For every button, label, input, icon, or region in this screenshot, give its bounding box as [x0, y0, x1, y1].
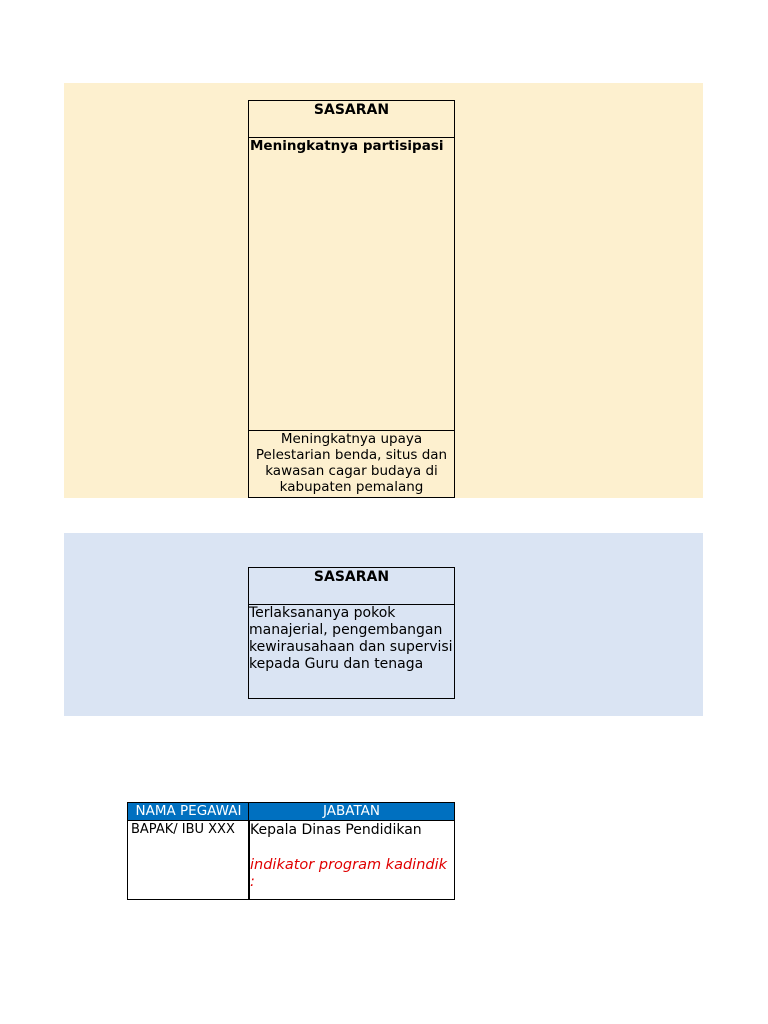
table-cell-position [248, 820, 455, 900]
section-two-body [248, 604, 455, 716]
section-one-body-text: Meningkatnya partisipasi [250, 138, 444, 154]
section-one-body [248, 137, 455, 431]
section-two-header: SASARAN [248, 567, 455, 605]
program-indicator-note: indikator program kadindik : [250, 857, 448, 890]
table-header-name: NAMA PEGAWAI [127, 802, 250, 821]
position-text: Kepala Dinas Pendidikan [250, 822, 422, 838]
table-header-position: JABATAN [248, 802, 455, 821]
section-one-footer: Meningkatnya upaya Pelestarian benda, situs dan kawasan cagar budaya di kabupaten pemalang [248, 430, 455, 498]
section-two-body-text: Terlaksananya pokok manajerial, pengembangan kewirausahaan dan supervisi kepada Guru dan tenaga [249, 605, 453, 672]
table-cell-name: BAPAK/ IBU XXX [127, 820, 250, 900]
section-one-header: SASARAN [248, 100, 455, 138]
